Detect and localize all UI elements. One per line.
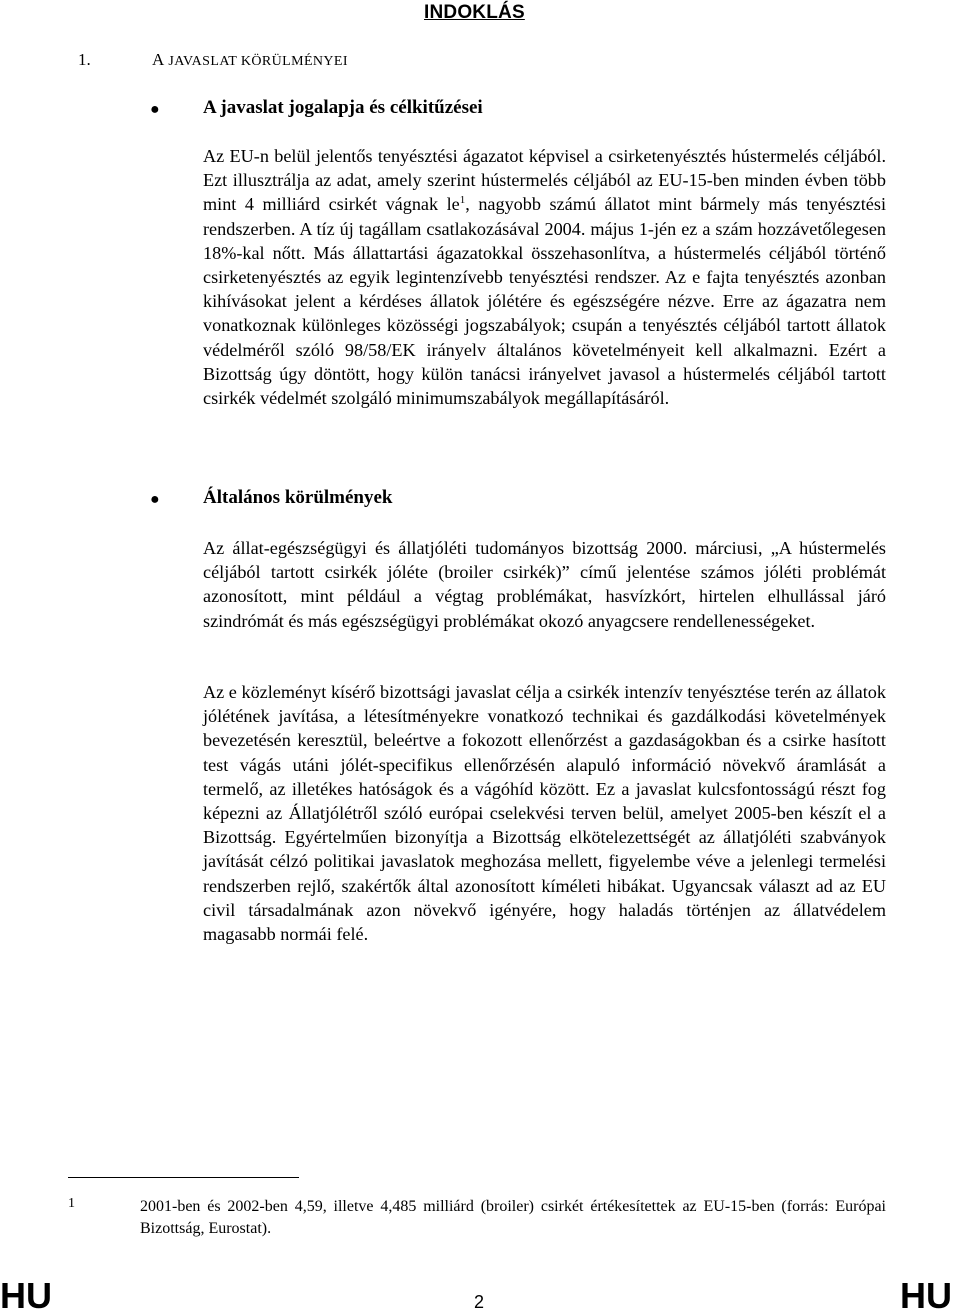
footnote-reference[interactable]: 1	[459, 194, 466, 207]
section-title-rest: JAVASLAT KÖRÜLMÉNYEI	[168, 54, 348, 69]
paragraph-scientific-report: Az állat-egészségügyi és állatjóléti tudományos bizottság 2000. márciusi, „A hústermelés céljából tartott csirkék jóléte (broiler csirkék)” című jelentése számos jóléti problémát azonosított, mint például a végtag problémákat, hasvízkórt, hirtelen elhullással járó szindrómát és más egészségügyi problémákat okozó anyagcsere rendellenességeket.	[203, 538, 886, 631]
footnote-text: 2001-ben és 2002-ben 4,59, illetve 4,485 milliárd (broiler) csirkét értékesítettek az EU-15-ben (forrás: Európai Bizottság, Eurostat).	[140, 1198, 886, 1237]
bullet-icon: ●	[150, 101, 160, 118]
paragraph-legal-basis	[203, 144, 886, 410]
footnote-marker: 1	[68, 1196, 75, 1211]
page-number: 2	[474, 1292, 485, 1312]
paragraph-text: , nagyobb számú állatot mint bármely más tenyésztési rendszerben. A tíz új tagállam csatlakozásával 2004. május 1-jén ez a szám hozzávetőlegesen 18%-kal nőtt. Más állattartási ágazatokkal összehasonlítva, a hústermelés céljából történő csirketenyésztés az egyik legintenzívebb tenyésztési rendszer. Az e fajta tenyésztés azonban kihívásokat jelent a kérdéses állatok jólétére és egészségére nézve. Erre az ágazatra nem vonatkoznak különleges közösségi jogszabályok; csupán a tenyésztés céljából tartott állatok védelméről szóló 98/58/EK irányelv általános követelményeit kell alkalmazni. Ezért a Bizottság úgy döntött, hogy külön tanácsi irányelvet javasol a hústermelés céljából tartott csirkék védelmét szolgáló minimumszabályok megállapításáról.	[203, 194, 886, 409]
paragraph-text: Az EU-n belül jelentős tenyésztési ágazatot képvisel a csirketenyésztés hústermelés céljából. Ezt illusztrálja az adat, amely szerint hústermelés céljából az EU-15-ben minden évben több mint 4 milliárd csirkét vágnak le	[203, 146, 886, 215]
subsection-heading-legal-basis: A javaslat jogalapja és célkitűzései	[203, 97, 483, 118]
section-title-initial: A	[152, 50, 164, 69]
bullet-icon: ●	[150, 491, 160, 508]
language-code-right: HU	[900, 1275, 952, 1316]
document-title: INDOKLÁS	[424, 2, 525, 23]
subsection-heading-general-context: Általános körülmények	[203, 487, 393, 508]
section-title	[152, 50, 348, 70]
paragraph-proposal-aim: Az e közleményt kísérő bizottsági javaslat célja a csirkék intenzív tenyésztése terén az állatok jólétének javítása, a létesítményekre vonatkozó technikai és gazdálkodási követelmények bevezetésén keresztül, beleértve a fokozott ellenőrzést a gazdaságokban és a csirke hasított test vágás utáni jólét-specifikus ellenőrzésén alapuló információ növekvő áramlását a termelő, az illetékes hatóságok és a vágóhíd között. Ez a javaslat kulcsfontosságú részt fog képezni az Állatjólétről szóló európai cselekvési terven belül, amelyet 2005-ben készít el a Bizottság. Egyértelműen bizonyítja a Bizottság elkötelezettségét az állatjóléti szabványok javítását célzó politikai javaslatok meghozása mellett, figyelembe véve a jelenlegi termelési rendszerben rejlő, szakértők által azonosított kíméleti hibákat. Ugyancsak választ ad az EU civil társadalmának azon növekvő igényére, hogy haladás történjen az állatvédelem magasabb normái felé.	[203, 682, 886, 945]
language-code-left: HU	[0, 1275, 52, 1316]
section-number: 1.	[78, 50, 91, 69]
footnote-separator	[68, 1177, 299, 1178]
